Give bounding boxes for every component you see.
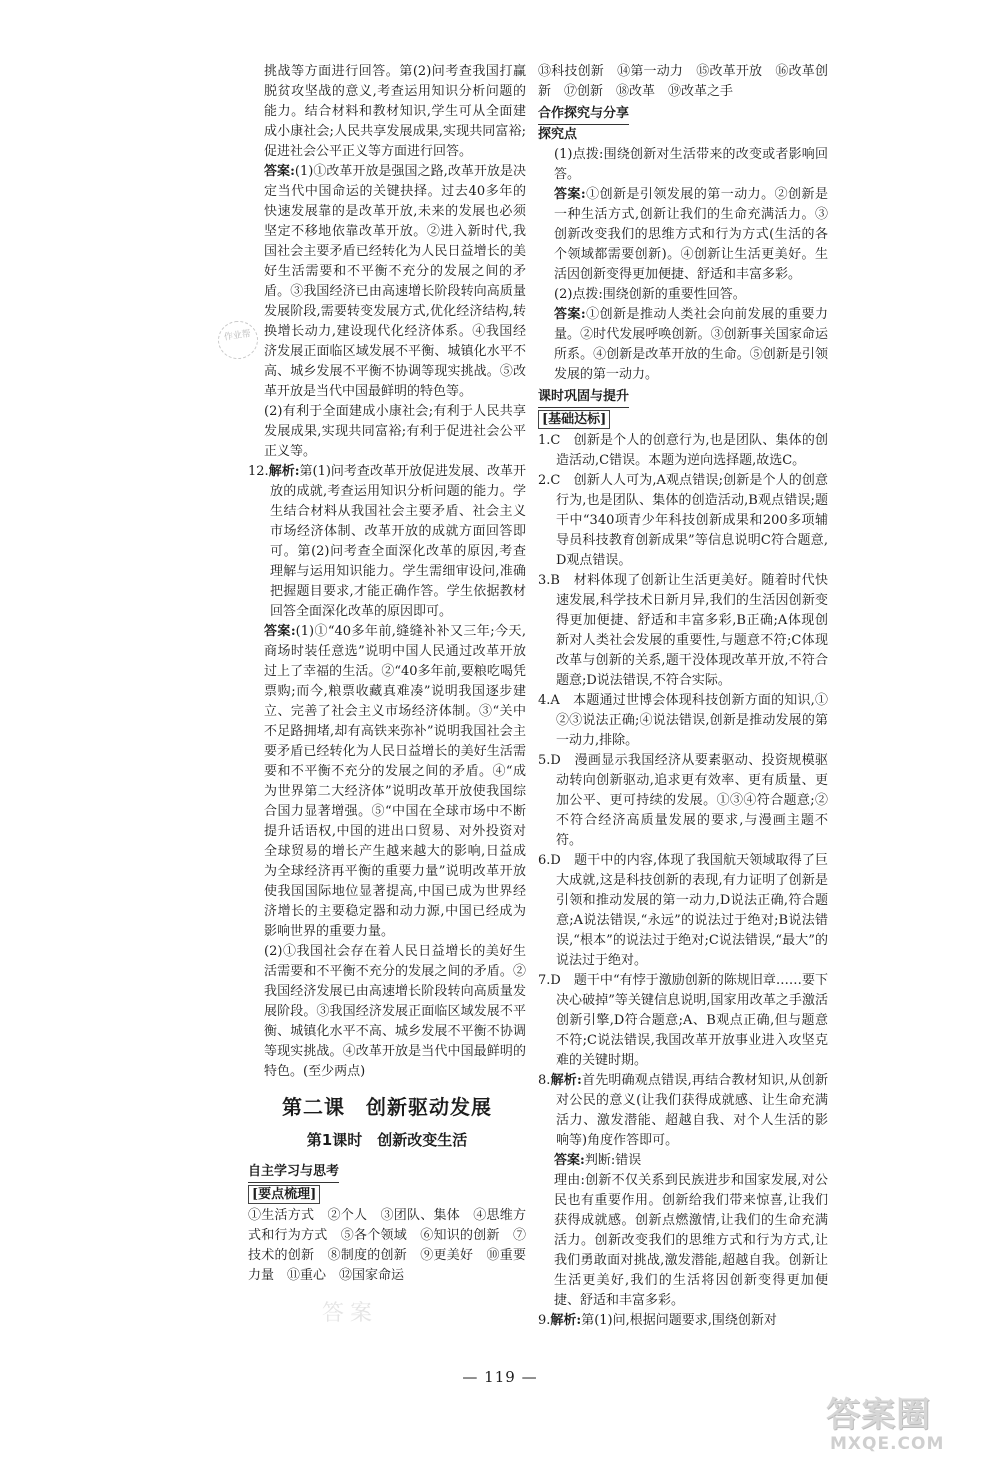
explore-hint-2: (2)点拨:围绕创新的重要性回答。 <box>554 287 746 302</box>
explore-hint-1: (1)点拨:围绕创新对生活带来的改变或者影响回答。 <box>554 147 828 182</box>
section-cooperation: 合作探究与分享 <box>538 104 629 125</box>
analysis-text: 第(1)问考查改革开放促进发展、改革开放的成就,考查运用知识分析问题的能力。学生结合材料从我国社会主要矛盾、社会主义市场经济体制、改革开放的成就方面回答即可。第(2)问考查全面深化改革的原因,考查理解与运用知识能力。学生需细审设问,准确把握题目要求,才能正确作答。学生依据教材回答全面深化改革的原因即可。 <box>270 464 526 619</box>
left-answer-1 <box>248 162 526 402</box>
analysis-label: 解析: <box>550 1313 582 1328</box>
answer-item-5: 5.D 漫画显示我国经济从要素驱动、投资规模驱动转向创新驱动,追求更有效率、更有质量、更加公平、更可持续的发展。①③④符合题意;②不符合经济高质量发展的要求,与漫画主题不符。 <box>538 753 828 848</box>
right-column <box>538 62 828 1331</box>
answer-item-2: 2.C 创新人人可为,A观点错误;创新是个人的创意行为,也是团队、集体的创造活动,B观点错误;题干中“340项青少年科技创新成果和200多项辅导员科技教育创新成果”等信息说明C符合题意,D观点错误。 <box>538 473 828 568</box>
answer-label: 答案: <box>264 624 296 639</box>
question-12 <box>248 462 526 622</box>
answer-text: (1)①“40多年前,缝缝补补又三年;今天,商场时装任意选”说明中国人民通过改革开放过上了幸福的生活。②“40多年前,要粮吃喝凭票购;而今,粮票收藏真难凑”说明我国逐步建立、完善了社会主义市场经济体制。③“关中不足路拥堵,却有高铁来弥补”说明我国社会主要矛盾已经转化为人民日益增长的美好生活需要和不平衡不充分的发展之间的矛盾。④“成为世界第二大经济体”说明改革开放使我国综合国力显著增强。⑤“中国在全球市场中不断提升话语权,中国的进出口贸易、对外投资对全球贸易的增长产生越来越大的影响,日益成为全球经济再平衡的重要力量”说明改革开放使我国国际地位显著提高,中国已成为世界经济增长的主要稳定器和动力源,中国已经成为影响世界的重要力量。 <box>264 624 526 939</box>
logo-url: MXQE.COM <box>830 1434 945 1454</box>
left-answer-2 <box>248 622 526 942</box>
answer-label: 答案: <box>554 187 586 202</box>
answer-item-8 <box>538 1071 828 1151</box>
question-number: 12. <box>248 464 269 479</box>
answer-item-7: 7.D 题干中“有悖于激励创新的陈规旧章……要下决心破掉”等关键信息说明,国家用改革之手激活创新引擎,D符合题意;A、B观点正确,但与题意不符;C说法错误,我国改革开放事业进入攻坚克难的关键时期。 <box>538 973 828 1068</box>
answer-item-6: 6.D 题干中的内容,体现了我国航天领域取得了巨大成就,这是科技创新的表现,有力证明了创新是引领和推动发展的第一动力,D说法正确,符合题意;A说法错误,“永远”的说法过于绝对;B说法错误,“根本”的说法过于绝对;C说法错误,“最大”的说法过于绝对。 <box>538 853 828 968</box>
answer-item-1: 1.C 创新是个人的创意行为,也是团队、集体的创造活动,C错误。本题为逆向选择题,故选C。 <box>538 433 828 468</box>
left-para-6: (2)①我国社会存在着人民日益增长的美好生活需要和不平衡不充分的发展之间的矛盾。②我国经济发展已由高速增长阶段转向高质量发展阶段。③我国经济发展正面临区域发展不平衡、城镇化水平不高、城乡发展不平衡不协调等现实挑战。④改革开放是当代中国最鲜明的特色。(至少两点) <box>264 944 526 1079</box>
answer-item-9 <box>538 1311 828 1331</box>
chapter-title: 第二课 创新驱动发展 <box>282 1095 492 1119</box>
key-points-list: ①生活方式 ②个人 ③团队、集体 ④思维方式和行为方式 ⑤各个领域 ⑥知识的创新 ⑦技术的创新 ⑧制度的创新 ⑨更美好 ⑩重要力量 ⑪重心 ⑫国家命运 <box>248 1208 526 1283</box>
answer-label: 答案: <box>554 1153 585 1168</box>
question-number: 8. <box>538 1073 551 1088</box>
analysis-label: 解析: <box>268 464 300 479</box>
left-para-3: (2)有利于全面建成小康社会;有利于人民共享发展成果,实现共同富裕;有利于促进社会公平正义等。 <box>264 404 526 459</box>
answer-item-8-reason: 理由:创新不仅关系到民族进步和国家发展,对公民也有重要作用。创新给我们带来惊喜,让我们获得成就感。创新点燃激情,让我们的生命充满活力。创新改变我们的思维方式和行为方式,让我们勇敢面对挑战,激发潜能,超越自我。创新让生活更美好,我们的生活将因创新变得更加便捷、舒适和丰富多彩。 <box>554 1173 828 1308</box>
answer-label: 答案: <box>264 164 295 179</box>
answer-text: (1)①改革开放是强国之路,改革开放是决定当代中国命运的关键抉择。过去40多年的快速发展靠的是改革开放,未来的发展也必须坚定不移地依靠改革开放。②进入新时代,我国社会主要矛盾已经转化为人民日益增长的美好生活需要和不平衡不充分的发展之间的矛盾。③我国经济已由高速增长阶段转向高质量发展阶段,需要转变发展方式,优化经济结构,转换增长动力,建设现代化经济体系。④我国经济发展正面临区域发展不平衡、城镇化水平不高、城乡发展不平衡不协调等现实挑战。⑤改革开放是当代中国最鲜明的特色等。 <box>264 164 526 399</box>
explore-answer-2 <box>538 305 828 385</box>
answer-text: ①创新是推动人类社会向前发展的重要力量。②时代发展呼唤创新。③创新事关国家命运所系。④创新是改革开放的生命。⑤创新是引领发展的第一动力。 <box>554 307 828 382</box>
site-logo <box>826 1396 990 1456</box>
left-para-1: 挑战等方面进行回答。第(2)问考查我国打赢脱贫攻坚战的意义,考查运用知识分析问题的能力。结合材料和教材知识,学生可从全面建成小康社会;人民共享发展成果,实现共同富裕;促进社会公平正义等方面进行回答。 <box>264 64 526 159</box>
section-consolidate: 课时巩固与提升 <box>538 387 629 408</box>
section-explore-point: 探究点 <box>538 127 578 142</box>
answer-item-3: 3.B 材料体现了创新让生活更美好。随着时代快速发展,科学技术日新月异,我们的生活因创新变得更加便捷、舒适和丰富多彩,B正确;A体现创新对人类社会发展的重要性,与题意不符;C体现改革与创新的关系,题干没体现改革开放,不符合题意;D说法错误,不符合实际。 <box>538 573 828 688</box>
answer-label: 答案: <box>554 307 586 322</box>
page-number: — 119 — <box>462 1368 538 1386</box>
answer-item-8-judgement <box>538 1151 828 1171</box>
answer-text: 判断:错误 <box>584 1153 642 1168</box>
analysis-text: 第(1)问,根据问题要求,围绕创新对 <box>581 1313 777 1328</box>
watermark-text: 答案 <box>322 1301 379 1326</box>
answer-item-4: 4.A 本题通过世博会体现科技创新方面的知识,①②③说法正确;④说法错误,创新是推动发展的第一动力,排除。 <box>538 693 828 748</box>
lesson-title: 第1课时 创新改变生活 <box>306 1131 468 1149</box>
key-points-list-continued: ⑬科技创新 ⑭第一动力 ⑮改革开放 ⑯改革创新 ⑰创新 ⑱改革 ⑲改革之手 <box>538 64 828 99</box>
box-key-points: [要点梳理] <box>248 1185 320 1204</box>
faded-stamp: 作业帮 <box>211 315 265 365</box>
analysis-label: 解析: <box>550 1073 582 1088</box>
question-number: 9. <box>538 1313 551 1328</box>
answer-text: ①创新是引领发展的第一动力。②创新是一种生活方式,创新让我们的生命充满活力。③创新改变我们的思维方式和行为方式(生活的各个领域都需要创新)。④创新让生活更美好。生活因创新变得更加便捷、舒适和丰富多彩。 <box>554 187 828 282</box>
section-self-study: 自主学习与思考 <box>248 1162 339 1183</box>
explore-answer-1 <box>538 185 828 285</box>
logo-mark: 答案圈 <box>826 1395 931 1435</box>
analysis-text: 首先明确观点错误,再结合教材知识,从创新对公民的意义(让我们获得成就感、让生命充满活力、激发潜能、超越自我、对个人生活的影响等)角度作答即可。 <box>556 1073 828 1148</box>
box-basic: [基础达标] <box>538 410 610 429</box>
left-column <box>248 62 526 1286</box>
